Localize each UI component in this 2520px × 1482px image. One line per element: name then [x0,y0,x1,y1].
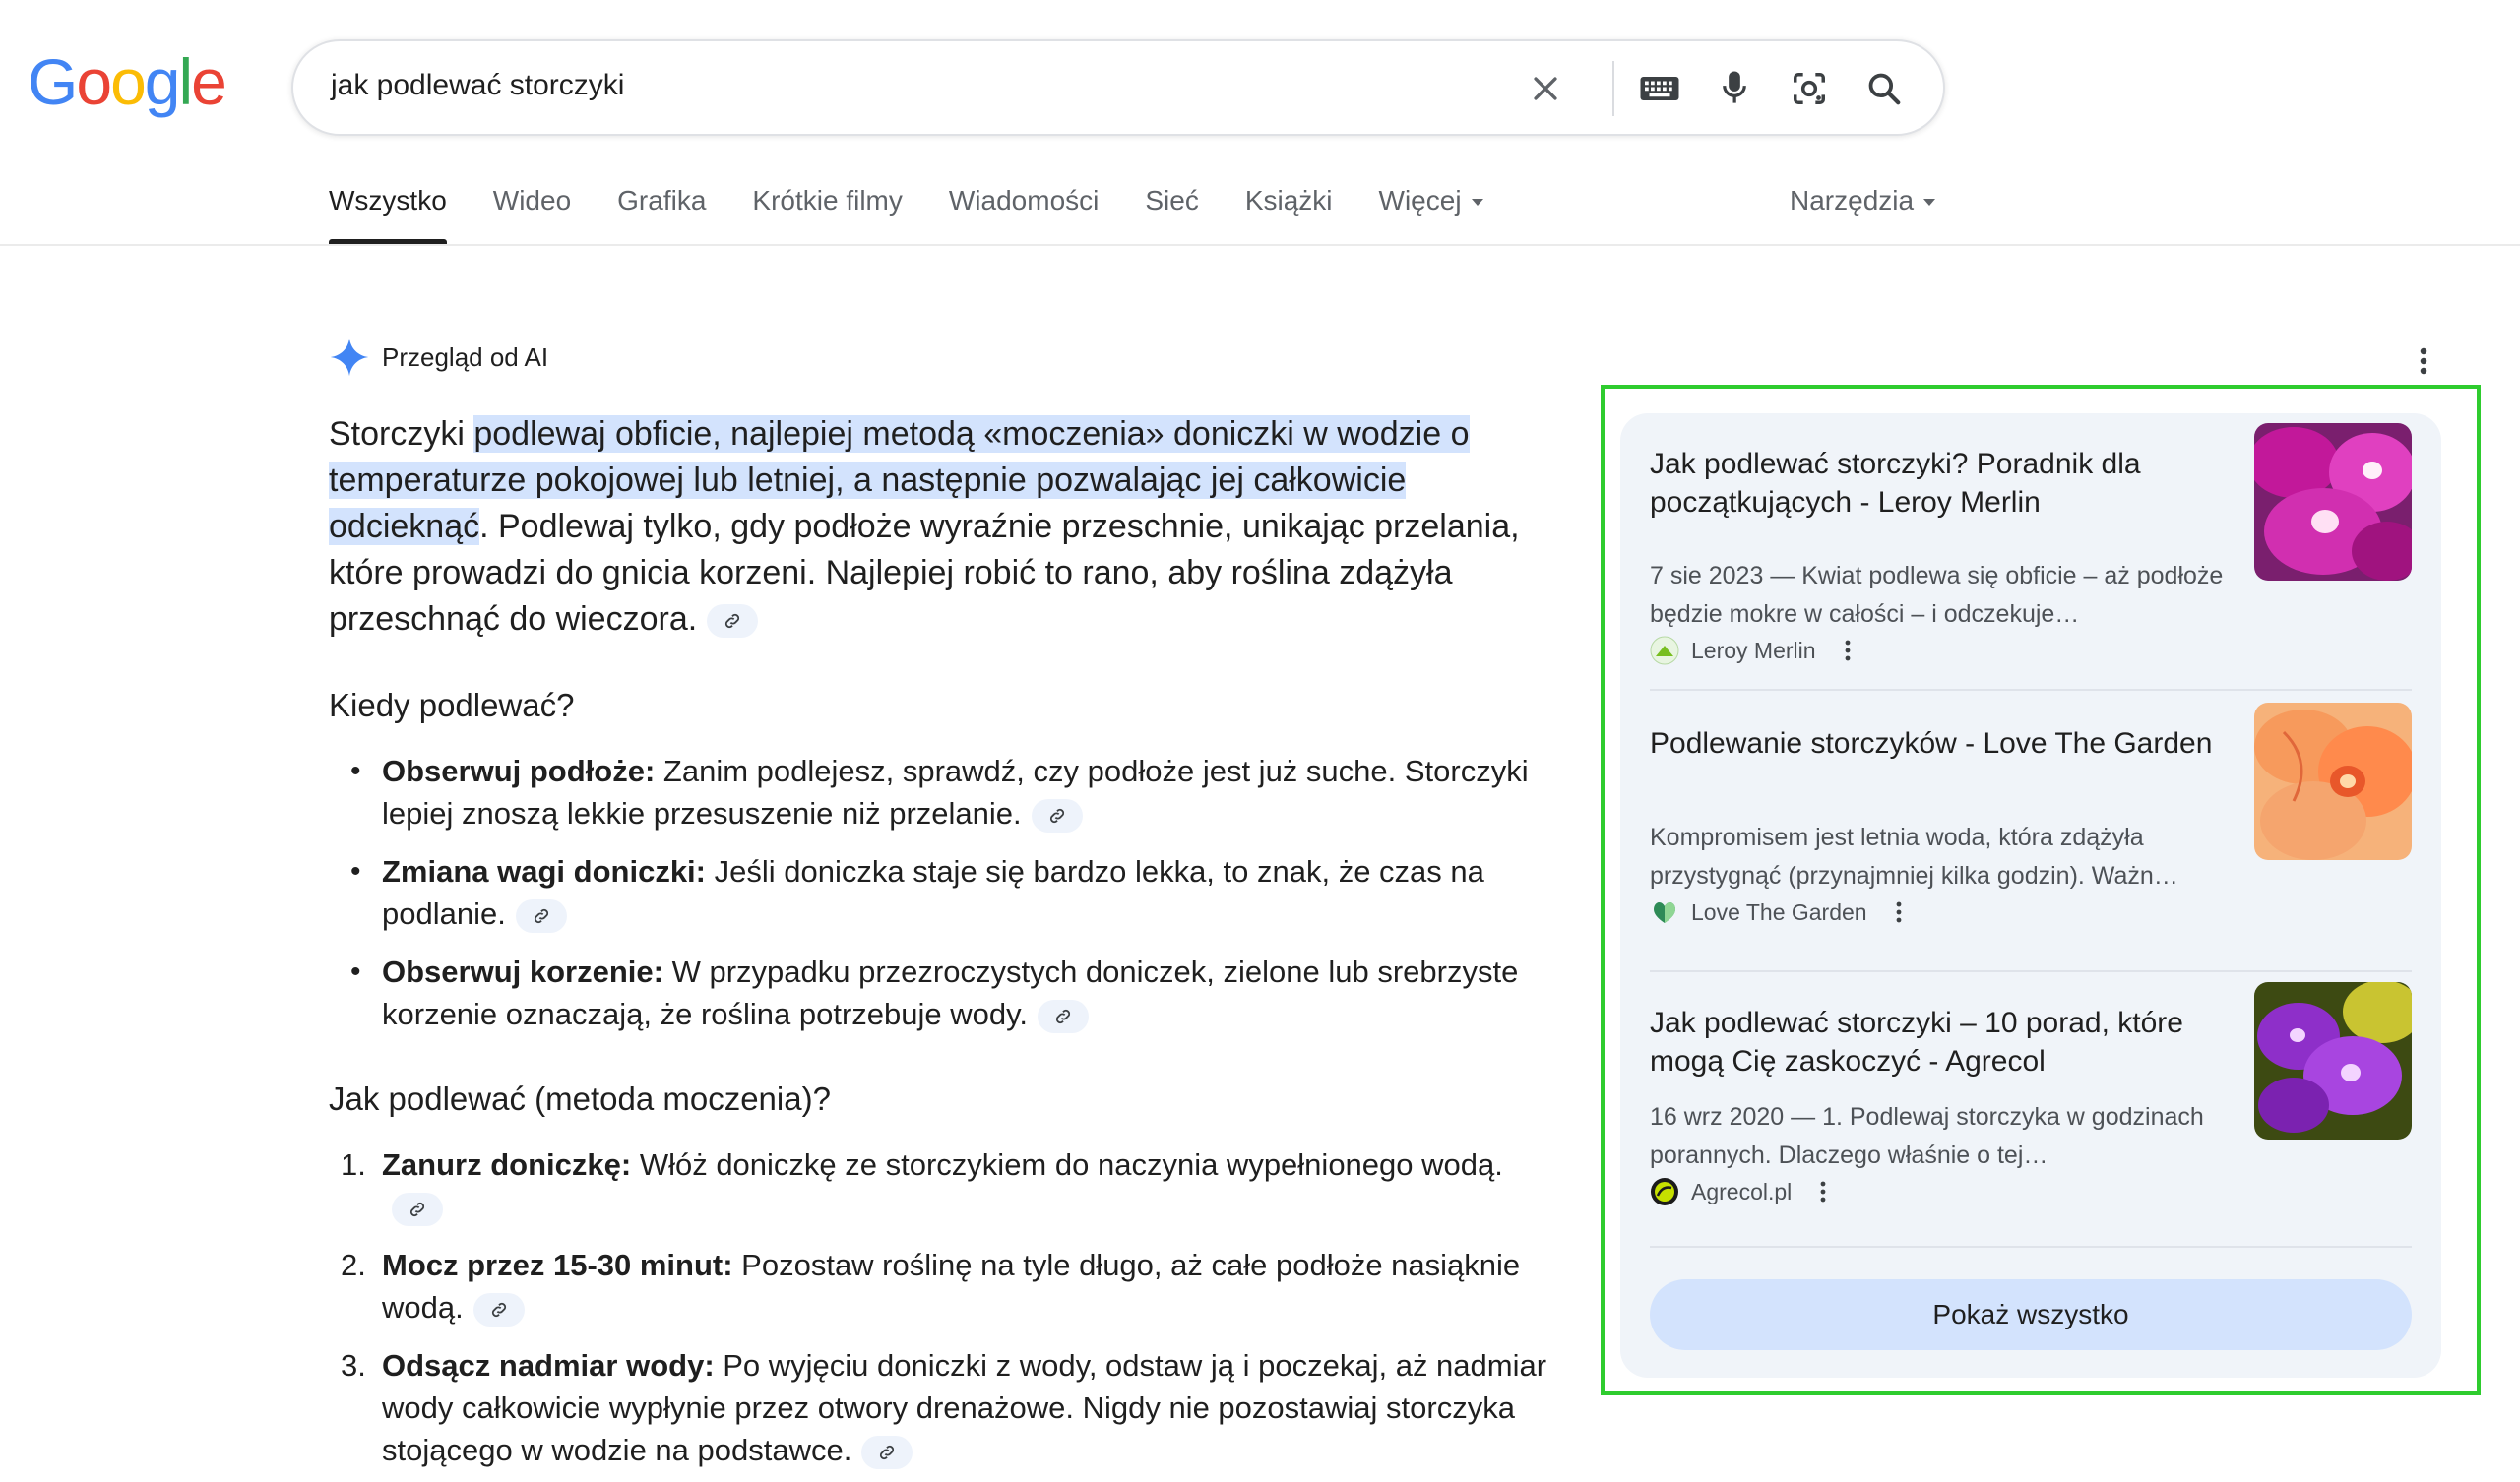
section-heading: Kiedy podlewać? [329,687,575,723]
when-to-water-list [329,750,1549,1051]
tab-video[interactable]: Wideo [492,185,572,216]
link-icon [1047,806,1067,826]
tab-all[interactable]: Wszystko [329,185,447,244]
item-text: Włóż doniczkę ze storczykiem do naczynia wypełnionego wodą. [631,1147,1503,1182]
orchid-purple-thumbnail[interactable] [2254,982,2412,1140]
logo-letter: o [110,45,145,118]
citation-link[interactable] [473,1293,525,1327]
link-icon [489,1300,509,1320]
list-item [329,750,1549,834]
item-text: Po wyjęciu doniczki z wody, odstaw ją i poczekaj, aż nadmiar wody całkowicie wypłynie przez otwory drenażowe. Nigdy nie pozostawiaj storczyka stojącego w wodzie na podstawce. [382,1348,1547,1467]
item-bold: Obserwuj podłoże: [382,754,656,788]
list-item [329,850,1549,935]
chevron-down-icon [1923,199,1935,206]
soak-method-list [329,1143,1549,1482]
source-title[interactable]: Podlewanie storczyków - Love The Garden [1650,727,2213,760]
love-the-garden-favicon [1650,897,1679,927]
ai-overview-title: Przegląd od AI [382,341,549,372]
citation-link[interactable] [516,899,567,933]
more-options-icon[interactable] [2412,346,2435,376]
more-options-icon[interactable] [1844,638,1852,663]
google-logo[interactable] [28,45,225,118]
item-text: Jeśli doniczka staje się bardzo lekka, to znak, że czas na podlanie. [382,854,1484,931]
source-snippet: Kompromisem jest letnia woda, która zdążyła przystygnąć (przynajmniej kilka godzin). Ważn… [1650,824,2178,890]
item-bold: Zmiana wagi doniczki: [382,854,706,889]
link-icon [1053,1007,1073,1026]
search-divider [1612,61,1614,116]
item-bold: Mocz przez 15-30 minut: [382,1248,733,1282]
item-number: 2. [341,1248,366,1282]
source-site[interactable] [1650,1177,1827,1206]
list-item [329,1344,1549,1471]
search-tabs [329,185,1530,244]
summary-rest: . Podlewaj tylko, gdy podłoże wyraźnie przeschnie, unikając przelania, które prowadzi do gnicia korzeni. Najlepiej robić to rano, aby roślina zdążyła przeschnąć do wieczora. [329,508,1520,638]
source-title[interactable]: Jak podlewać storczyki – 10 porad, które mogą Cię zaskoczyć - Agrecol [1650,1007,2183,1078]
item-text: Pozostaw roślinę na tyle długo, aż całe podłoże nasiąknie wodą. [382,1248,1521,1325]
item-bold: Odsącz nadmiar wody: [382,1348,715,1383]
list-item [329,951,1549,1035]
more-options-icon[interactable] [1895,899,1903,925]
clear-icon[interactable] [1524,67,1567,110]
header-divider [0,244,2520,246]
source-site-name: Love The Garden [1691,898,1867,925]
tab-news[interactable]: Wiadomości [948,185,1100,216]
search-input[interactable]: jak podlewać storczyki [331,69,625,101]
tools-label: Narzędzia [1790,185,1915,216]
source-divider [1650,970,2412,972]
list-item [329,1143,1549,1228]
source-title[interactable]: Jak podlewać storczyki? Poradnik dla początkujących - Leroy Merlin [1650,448,2141,519]
source-snippet: 7 sie 2023 — Kwiat podlewa się obficie – aż podłoże będzie mokre w całości – i odczekuje… [1650,562,2224,628]
agrecol-favicon [1650,1177,1679,1206]
logo-letter: l [178,45,192,118]
orchid-pink-thumbnail[interactable] [2254,423,2412,581]
item-number: 3. [341,1348,366,1383]
ai-overview-header [329,337,548,378]
tab-web[interactable]: Sieć [1145,185,1199,216]
link-icon [532,906,551,926]
link-icon [877,1443,897,1462]
section-heading: Jak podlewać (metoda moczenia)? [329,1081,831,1117]
item-text: Zanim podlejesz, sprawdź, czy podłoże jest już suche. Storczyki lepiej znoszą lekkie przesuszenie niż przelanie. [382,754,1529,831]
orchid-orange-thumbnail[interactable] [2254,703,2412,860]
tab-more-label: Więcej [1378,185,1462,216]
item-number: 1. [341,1147,366,1182]
source-divider [1650,689,2412,691]
link-icon [723,611,742,631]
summary-highlight: podlewaj obficie, najlepiej metodą «moczenia» doniczki w wodzie o temperaturze pokojowej lub letniej, a następnie pozwalając jej całkowicie odcieknąć [329,415,1470,545]
source-snippet: 16 wrz 2020 — 1. Podlewaj storczyka w godzinach porannych. Dlaczego właśnie o tej… [1650,1103,2204,1169]
citation-link[interactable] [1038,1000,1089,1033]
source-site[interactable] [1650,897,1903,927]
citation-link[interactable] [707,604,758,638]
source-divider [1650,1246,2412,1248]
gemini-sparkle-icon [329,337,370,378]
citation-link[interactable] [861,1436,913,1469]
leroy-merlin-favicon [1650,636,1679,665]
citation-link[interactable] [1032,799,1083,833]
tools-button[interactable] [1790,185,1935,216]
tab-books[interactable]: Książki [1244,185,1333,216]
logo-letter: G [28,45,77,118]
logo-letter: e [191,45,225,118]
link-icon [408,1200,427,1219]
chevron-down-icon [1472,199,1483,206]
source-site[interactable] [1650,636,1852,665]
tab-more[interactable] [1379,185,1483,244]
item-bold: Obserwuj korzenie: [382,955,663,989]
item-bold: Zanurz doniczkę: [382,1147,632,1182]
more-options-icon[interactable] [1819,1179,1827,1204]
citation-link[interactable] [392,1193,443,1226]
logo-letter: o [76,45,111,118]
search-icon[interactable] [1862,67,1906,110]
show-all-button[interactable]: Pokaż wszystko [1650,1279,2412,1350]
search-box[interactable] [291,39,1945,136]
sources-panel [1620,413,2441,1378]
logo-letter: g [144,45,179,118]
summary-intro: Storczyki [329,415,474,453]
item-text: W przypadku przezroczystych doniczek, zielone lub srebrzyste korzenie oznaczają, że roślina potrzebuje wody. [382,955,1519,1031]
source-site-name: Agrecol.pl [1691,1178,1793,1204]
camera-lens-icon[interactable] [1788,67,1831,110]
tab-images[interactable]: Grafika [617,185,707,216]
source-site-name: Leroy Merlin [1691,637,1816,663]
list-item [329,1244,1549,1328]
microphone-icon[interactable] [1713,67,1756,110]
keyboard-icon[interactable] [1638,67,1681,110]
ai-summary [329,411,1540,643]
tab-short-videos[interactable]: Krótkie filmy [752,185,903,216]
